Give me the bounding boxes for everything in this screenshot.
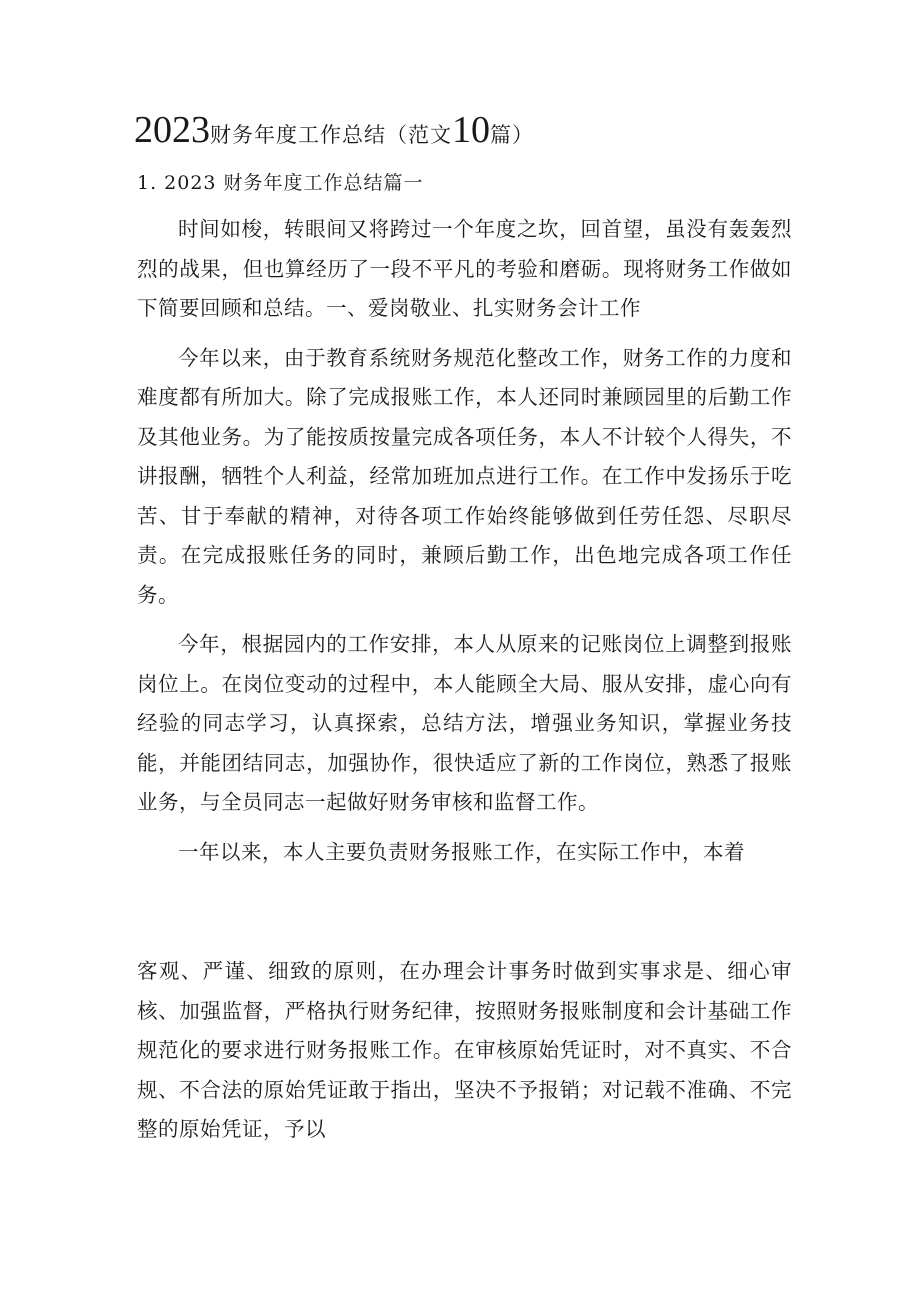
title-number: 10 — [452, 109, 490, 151]
paragraph: 今年以来，由于教育系统财务规范化整改工作，财务工作的力度和难度都有所加大。除了完成报账工作，本人还同时兼顾园里的后勤工作及其他业务。为了能按质按量完成各项任务，本人不计较个人得失，不讲报酬，牺牲个人利益，经常加班加点进行工作。在工作中发扬乐于吃苦、甘于奉献的精神，对待各项工作始终能够做到任劳任怨、尽职尽责。在完成报账任务的同时，兼顾后勤工作，出色地完成各项工作任务。 — [137, 345, 792, 607]
section-heading: 1. 2023 财务年度工作总结篇一 — [137, 172, 424, 194]
title-end: 篇） — [490, 123, 534, 147]
title-middle: 财务年度工作总结（范文 — [210, 123, 452, 147]
title-year: 2023 — [134, 109, 210, 151]
document-title — [134, 108, 794, 157]
paragraph: 今年，根据园内的工作安排，本人从原来的记账岗位上调整到报账岗位上。在岗位变动的过程中，本人能顾全大局、服从安排，虚心向有经验的同志学习，认真探索，总结方法，增强业务知识，掌握业务技能，并能团结同志，加强协作，很快适应了新的工作岗位，熟悉了报账业务，与全员同志一起做好财务审核和监督工作。 — [137, 632, 792, 814]
paragraph-continuation: 客观、严谨、细致的原则，在办理会计事务时做到实事求是、细心审核、加强监督，严格执行财务纪律，按照财务报账制度和会计基础工作规范化的要求进行财务报账工作。在审核原始凭证时，对不真实、不合规、不合法的原始凭证敢于指出，坚决不予报销；对记载不准确、不完整的原始凭证，予以 — [137, 959, 792, 1141]
body-text-continuation — [137, 952, 792, 1150]
paragraph: 一年以来，本人主要负责财务报账工作，在实际工作中，本着 — [178, 839, 745, 864]
body-text — [137, 210, 792, 872]
paragraph: 时间如梭，转眼间又将跨过一个年度之坎，回首望，虽没有轰轰烈烈的战果，但也算经历了一段不平凡的考验和磨砺。现将财务工作做如下简要回顾和总结。一、爱岗敬业、扎实财务会计工作 — [137, 217, 792, 320]
